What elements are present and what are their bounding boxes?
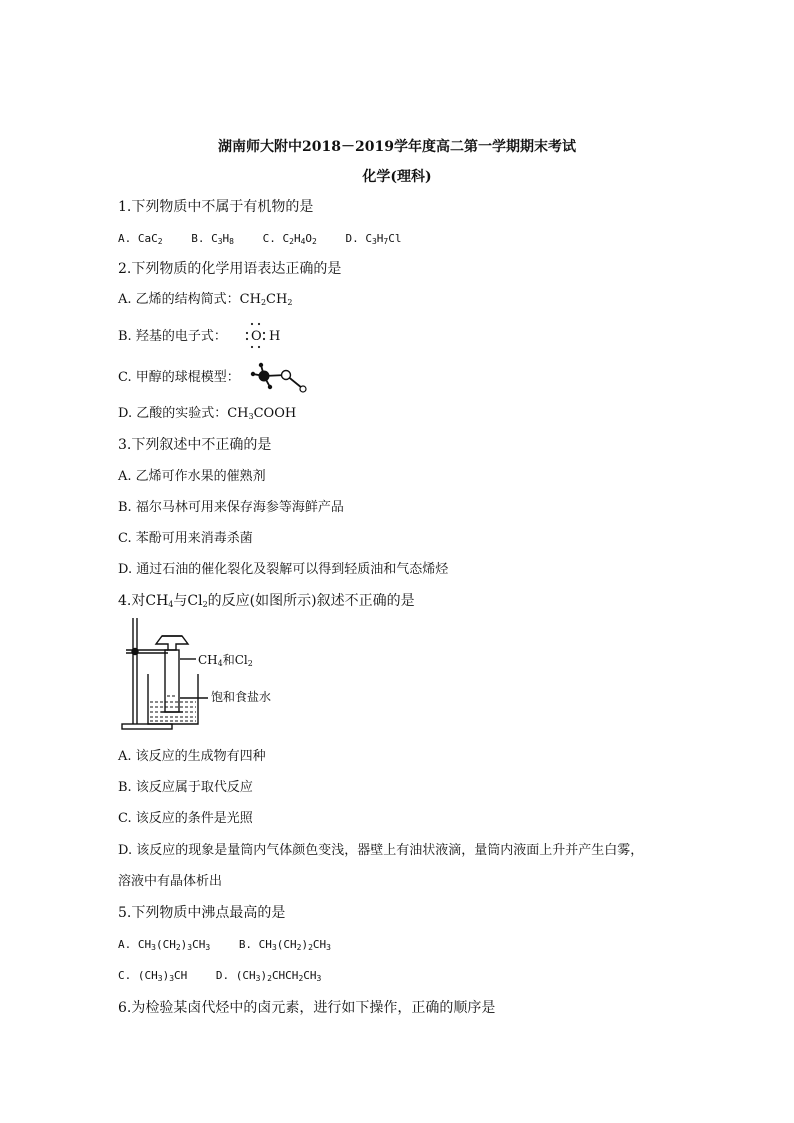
hydrogen-symbol: H [269, 329, 281, 344]
exam-subtitle: 化学(理科) [362, 169, 432, 185]
question-1-options [118, 230, 424, 248]
question-6-stem: 6.为检验某卤代烃中的卤元素，进行如下操作，正确的顺序是 [118, 1000, 496, 1016]
q3-option-a: A. 乙烯可作水果的催熟剂 [118, 469, 266, 484]
q5-option-c: C. $(CH_3)_3CH$ [118, 969, 188, 983]
q5-option-a: A. $CH_3(CH_2)_3CH_3$ [118, 938, 211, 952]
gas-label: $CH_4$和$Cl_2$ [198, 653, 253, 668]
q5-options-row1 [118, 936, 353, 954]
q1-option-b: B. $C_3H_8$ [191, 232, 234, 246]
q2-option-c: C. 甲醇的球棍模型： [118, 370, 240, 385]
oxygen-symbol: O [251, 329, 262, 344]
q2-option-d: D. 乙酸的实验式：$CH_3COOH$ [118, 406, 297, 421]
question-4-stem: 4.对$CH_4$与$Cl_2$的反应(如图所示)叙述不正确的是 [118, 593, 415, 609]
q1-option-c: C. $C_2H_4O_2$ [262, 232, 317, 246]
q3-option-c: C. 苯酚可用来消毒杀菌 [118, 531, 253, 546]
q5-option-d: D. $(CH_3)_2CHCH_2CH_3$ [215, 969, 322, 983]
question-3-stem: 3.下列叙述中不正确的是 [118, 437, 272, 453]
brine-label: 饱和食盐水 [211, 690, 272, 704]
q4-option-d-line2: 溶液中有晶体析出 [118, 874, 223, 889]
question-5-stem: 5.下列物质中沸点最高的是 [118, 905, 286, 921]
q4-option-a: A. 该反应的生成物有四种 [118, 749, 266, 764]
q5-options-row2 [118, 967, 343, 985]
q4-option-c: C. 该反应的条件是光照 [118, 811, 253, 826]
q3-option-d: D. 通过石油的催化裂化及裂解可以得到轻质油和气态烯烃 [118, 562, 449, 577]
q3-option-b: B. 福尔马林可用来保存海参等海鲜产品 [118, 500, 344, 515]
q4-option-d-line1: D. 该反应的现象是量筒内气体颜色变浅，器壁上有油状液滴，量筒内液面上升并产生白雾， [118, 843, 644, 858]
q1-option-a: A. CaC$_2$ [118, 232, 163, 246]
q1-option-d: D. $C_3H_7Cl$ [345, 232, 402, 246]
q2-option-a: A. 乙烯的结构简式：$CH_2CH_2$ [118, 292, 293, 307]
methanol-ball-stick-model-icon [248, 360, 318, 396]
q4-option-b: B. 该反应属于取代反应 [118, 780, 253, 795]
exam-title: 湖南师大附中2018－2019学年度高二第一学期期末考试 [218, 139, 576, 155]
question-2-stem: 2.下列物质的化学用语表达正确的是 [118, 261, 342, 277]
hydroxyl-electron-formula [244, 318, 284, 352]
q2-option-b: B. 羟基的电子式： [118, 329, 227, 344]
q5-option-b: B. $CH_3(CH_2)_2CH_3$ [238, 938, 331, 952]
question-1-stem: 1.下列物质中不属于有机物的是 [118, 199, 314, 215]
ch4-cl2-apparatus-diagram [118, 616, 288, 736]
